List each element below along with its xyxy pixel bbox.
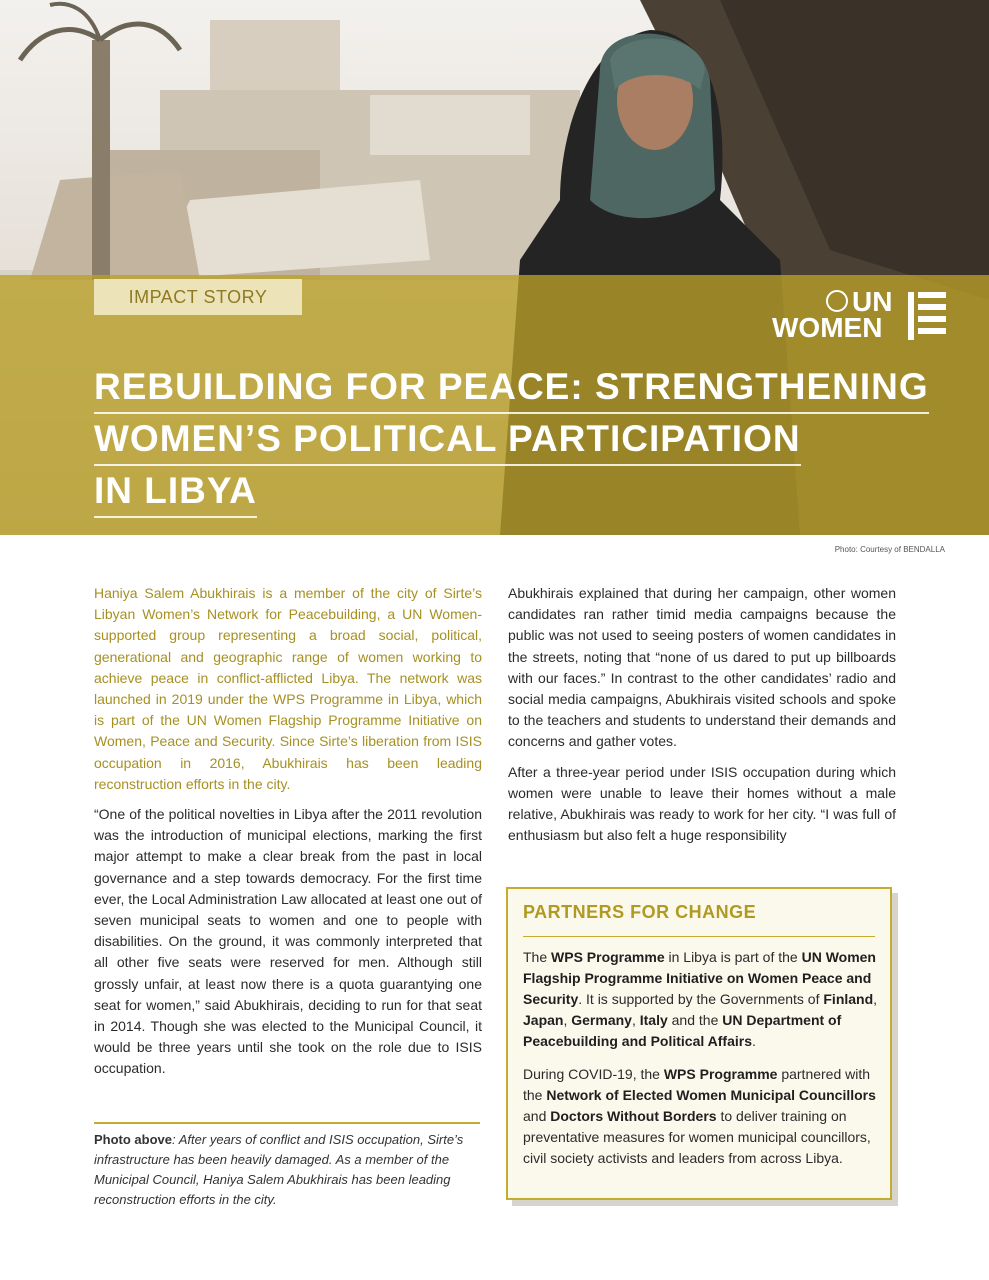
text-run: and bbox=[523, 1108, 551, 1124]
page-title bbox=[94, 362, 954, 518]
caption-label: Photo above bbox=[94, 1132, 173, 1147]
bold-text: Doctors Without Borders bbox=[550, 1108, 717, 1124]
un-women-logo bbox=[772, 288, 948, 342]
bold-text: Italy bbox=[639, 1012, 668, 1028]
text-run: to deliver training on preventative measures for women municipal councillors, civil society activists and leaders from across Libya. bbox=[523, 1108, 871, 1166]
body-paragraph: After a three-year period under ISIS occupation during which women were unable to leave their homes without a male relative, Abukhirais was ready to work for her city. “I was full of enthusiasm but also felt a huge responsibility bbox=[508, 763, 896, 844]
logo-un: UN bbox=[852, 286, 893, 317]
body-paragraph: “One of the political novelties in Libya after the 2011 revolution was the introduction of municipal elections, marking the first major attempt to make a clear break from the past in local governance and a step towards democracy. For the first time ever, the Local Administration Law allocated at least one out of seven municipal seats to women and one to people with disabilities. On the ground, it was commonly interpreted that all other five seats were reserved for men. Although still grossly unfair, at least now there is a quota guarantying one seat for women,” said Abukhirais, deciding to run for that seat in 2014. Though she was elected to the Municipal Council, it would be three years until she took on the role due to ISIS occupation. bbox=[94, 806, 482, 1077]
text-run: , bbox=[873, 991, 878, 1007]
bold-text: WPS Programme bbox=[551, 949, 665, 965]
photo-caption bbox=[94, 1130, 482, 1210]
text-run: During COVID-19, the bbox=[523, 1066, 664, 1082]
bold-text: Network of Elected Women Municipal Councillors bbox=[546, 1087, 876, 1103]
title-line-1: REBUILDING FOR PEACE: STRENGTHENING bbox=[94, 362, 929, 414]
lead-paragraph: Haniya Salem Abukhirais is a member of the city of Sirte’s Libyan Women’s Network for Peacebuilding, a UN Women-supported group representing a broad social, political, generational and geographic range of women working to achieve peace in conflict-afflicted Libya. The network was launched in 2019 under the WPS Programme in Libya, which is part of the UN Women Flagship Programme Initiative on Women, Peace and Security. Since Sirte’s liberation from ISIS occupation in 2016, Abukhirais has been leading reconstruction efforts in the city. bbox=[94, 585, 482, 792]
body-paragraph: Abukhirais explained that during her campaign, other women candidates ran rather timid media campaigns because the public was not used to seeing posters of women candidates in the streets, noting that “none of us dared to put up billboards with our faces.” In contrast to the other candidates’ radio and social media campaigns, Abukhirais visited schools and spoke to the teachers and students to understand their demands and concerns and gather votes. bbox=[508, 585, 896, 750]
bold-text: UN Department of Peacebuilding and Political Affairs bbox=[523, 1012, 842, 1049]
text-run: and the bbox=[667, 1012, 723, 1028]
text-run: , bbox=[563, 1012, 572, 1028]
title-line-2: WOMEN’S POLITICAL PARTICIPATION bbox=[94, 414, 801, 466]
text-run: partnered with the bbox=[523, 1066, 871, 1103]
text-run: in Libya is part of the bbox=[664, 949, 802, 965]
caption-text: : After years of conflict and ISIS occupation, Sirte’s infrastructure has been heavily damaged. As a member of the Municipal Council, Haniya Salem Abukhirais has been leading reconstruction efforts in the city. bbox=[94, 1132, 464, 1207]
partners-box bbox=[506, 887, 892, 1200]
text-run: . It is supported by the Governments of bbox=[578, 991, 824, 1007]
text-run: . bbox=[751, 1033, 756, 1049]
text-run: The bbox=[523, 949, 552, 965]
logo-women: WOMEN bbox=[772, 312, 883, 343]
partners-paragraph-1 bbox=[523, 947, 883, 1052]
un-emblem-icon bbox=[826, 290, 848, 312]
partners-divider bbox=[523, 936, 875, 937]
women-emblem-icon bbox=[906, 290, 948, 342]
partners-heading: PARTNERS FOR CHANGE bbox=[523, 902, 757, 922]
text-run: , bbox=[631, 1012, 640, 1028]
bold-text: UN Women Flagship Programme Initiative on Women Peace and Security bbox=[523, 949, 876, 1007]
left-column bbox=[94, 583, 482, 1089]
impact-story-tag: IMPACT STORY bbox=[94, 279, 302, 315]
partners-paragraph-2 bbox=[523, 1064, 883, 1169]
bold-text: Finland bbox=[823, 991, 874, 1007]
photo-credit: Photo: Courtesy of BENDALLA bbox=[834, 545, 945, 554]
caption-divider bbox=[94, 1122, 480, 1124]
right-column bbox=[508, 583, 896, 855]
title-line-3: IN LIBYA bbox=[94, 466, 257, 518]
bold-text: Japan bbox=[523, 1012, 564, 1028]
bold-text: Germany bbox=[571, 1012, 632, 1028]
bold-text: WPS Programme bbox=[663, 1066, 778, 1082]
